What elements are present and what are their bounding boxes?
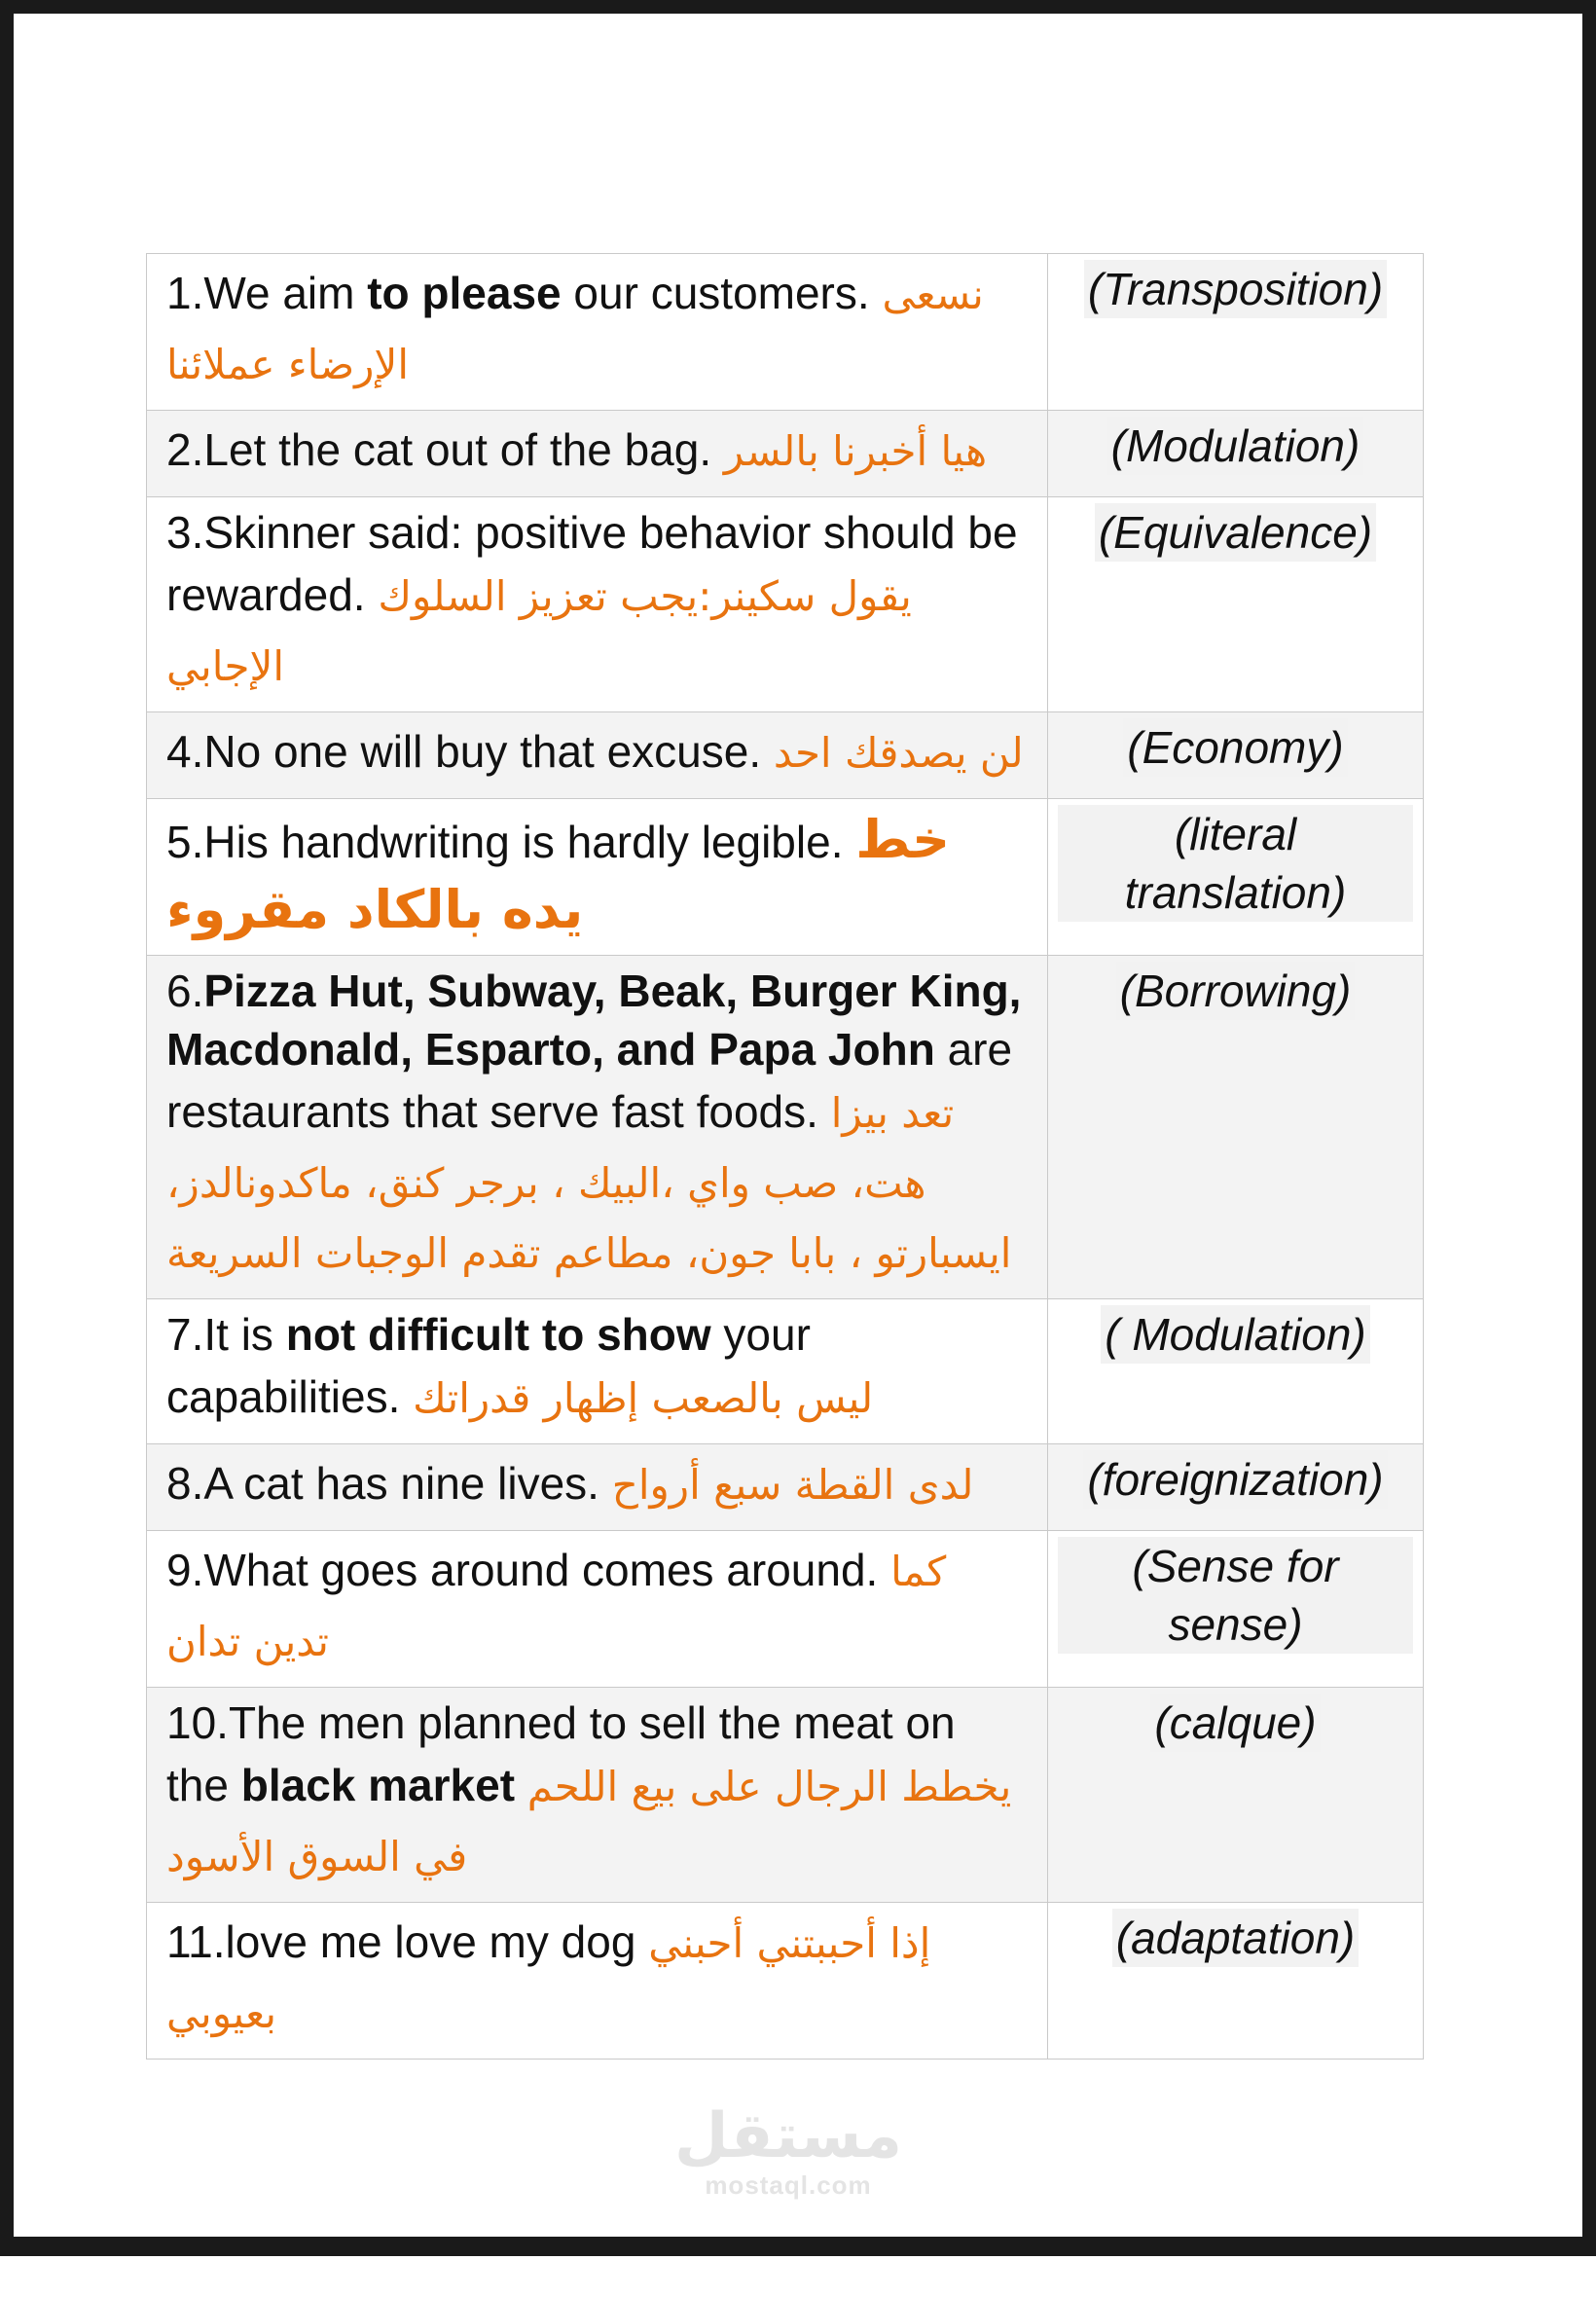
table-row: [147, 956, 1424, 1299]
technique-cell: [1048, 1531, 1424, 1688]
translation-techniques-table: [146, 253, 1424, 2060]
sentence-cell: [147, 1688, 1048, 1903]
table-row: [147, 1903, 1424, 2060]
sentence-cell: [147, 956, 1048, 1299]
watermark-arabic: مستقل: [673, 2100, 903, 2172]
english-text: It is: [203, 1309, 286, 1360]
technique-cell: [1048, 1903, 1424, 2060]
item-number: 9.: [166, 1545, 204, 1595]
technique-cell: [1048, 497, 1424, 712]
english-bold-phrase: to please: [367, 268, 562, 318]
arabic-translation: كما تدين تدان: [166, 1548, 947, 1665]
sentence-cell: [147, 1444, 1048, 1531]
arabic-translation: خط يده بالكاد مقروء: [166, 809, 951, 940]
table-row: [147, 799, 1424, 956]
arabic-translation: نسعى الإرضاء عملائنا: [166, 271, 984, 388]
table-row: [147, 1688, 1424, 1903]
item-number: 2.: [166, 424, 204, 475]
item-number: 4.: [166, 726, 204, 777]
english-text: Let the cat out of the bag.: [203, 424, 712, 475]
arabic-translation: هيا أخبرنا بالسر: [723, 427, 988, 475]
technique-label: (Equivalence): [1095, 503, 1376, 562]
table-row: [147, 254, 1424, 411]
english-text: Skinner said: positive behavior should be rewarded.: [166, 507, 1018, 620]
item-number: 6.: [166, 966, 204, 1016]
item-number: 7.: [166, 1309, 204, 1360]
arabic-translation: لن يصدقك احد: [773, 729, 1024, 777]
table-row: [147, 411, 1424, 497]
sentence-cell: [147, 1531, 1048, 1688]
arabic-translation: يقول سكينر:يجب تعزيز السلوك الإجابي: [166, 572, 912, 690]
sentence-cell: [147, 497, 1048, 712]
english-text: We aim: [203, 268, 368, 318]
english-text: No one will buy that excuse.: [203, 726, 762, 777]
technique-label: (calque): [1150, 1694, 1320, 1752]
table-row: [147, 497, 1424, 712]
technique-label: (adaptation): [1112, 1909, 1360, 1967]
sentence-cell: [147, 712, 1048, 799]
technique-cell: [1048, 411, 1424, 497]
technique-cell: [1048, 254, 1424, 411]
english-text: our customers.: [561, 268, 870, 318]
item-number: 3.: [166, 507, 204, 558]
sentence-cell: [147, 799, 1048, 956]
technique-label: ( Modulation): [1101, 1305, 1369, 1364]
item-number: 8.: [166, 1458, 204, 1509]
technique-cell: [1048, 1299, 1424, 1444]
english-bold-phrase: Pizza Hut, Subway, Beak, Burger King, Macdonald, Esparto, and Papa John: [166, 966, 1022, 1075]
technique-label: (Modulation): [1107, 417, 1364, 475]
arabic-translation: ليس بالصعب إظهار قدراتك: [413, 1374, 874, 1422]
technique-label: (Borrowing): [1116, 962, 1356, 1020]
arabic-translation: لدى القطة سبع أرواح: [611, 1461, 974, 1509]
technique-cell: [1048, 1444, 1424, 1531]
english-bold-phrase: not difficult to show: [285, 1309, 711, 1360]
item-number: 1.: [166, 268, 204, 318]
item-number: 10.: [166, 1697, 229, 1748]
table-row: [147, 1444, 1424, 1531]
technique-cell: [1048, 712, 1424, 799]
english-text: A cat has nine lives.: [203, 1458, 599, 1509]
table-row: [147, 1299, 1424, 1444]
english-text: love me love my dog: [225, 1916, 636, 1967]
arabic-translation: يخطط الرجال على بيع اللحم في السوق الأسود: [166, 1763, 1012, 1880]
english-text: His handwriting is hardly legible.: [203, 817, 844, 867]
sentence-cell: [147, 254, 1048, 411]
technique-label: (foreignization): [1083, 1450, 1387, 1509]
arabic-translation: إذا أحببتني أحبني بعيوبي: [166, 1919, 931, 2037]
technique-cell: [1048, 799, 1424, 956]
english-text: What goes around comes around.: [203, 1545, 879, 1595]
sentence-cell: [147, 1903, 1048, 2060]
english-text: your capabilities.: [166, 1309, 811, 1422]
item-number: 5.: [166, 817, 204, 867]
table-row: [147, 1531, 1424, 1688]
technique-label: (Sense for sense): [1058, 1537, 1413, 1654]
technique-label: (Transposition): [1084, 260, 1387, 318]
technique-label: (Economy): [1123, 718, 1347, 777]
table-row: [147, 712, 1424, 799]
bottom-strip: [0, 2256, 1596, 2297]
watermark-latin: mostaql.com: [705, 2170, 872, 2200]
technique-cell: [1048, 1688, 1424, 1903]
sentence-cell: [147, 411, 1048, 497]
sentence-cell: [147, 1299, 1048, 1444]
technique-cell: [1048, 956, 1424, 1299]
item-number: 11.: [166, 1916, 226, 1967]
arabic-translation: تعد بيزا هت، صب واي ،البيك ، برجر كنق، ماكدونالدز، ايسبارتو ، بابا جون، مطاعم تقدم الوجبات السريعة: [166, 1089, 1012, 1277]
technique-label: (literal translation): [1058, 805, 1413, 922]
english-bold-phrase: black market: [240, 1760, 516, 1810]
english-text: The men planned to sell the meat on the: [166, 1697, 956, 1810]
english-text: are restaurants that serve fast foods.: [166, 1024, 1013, 1137]
